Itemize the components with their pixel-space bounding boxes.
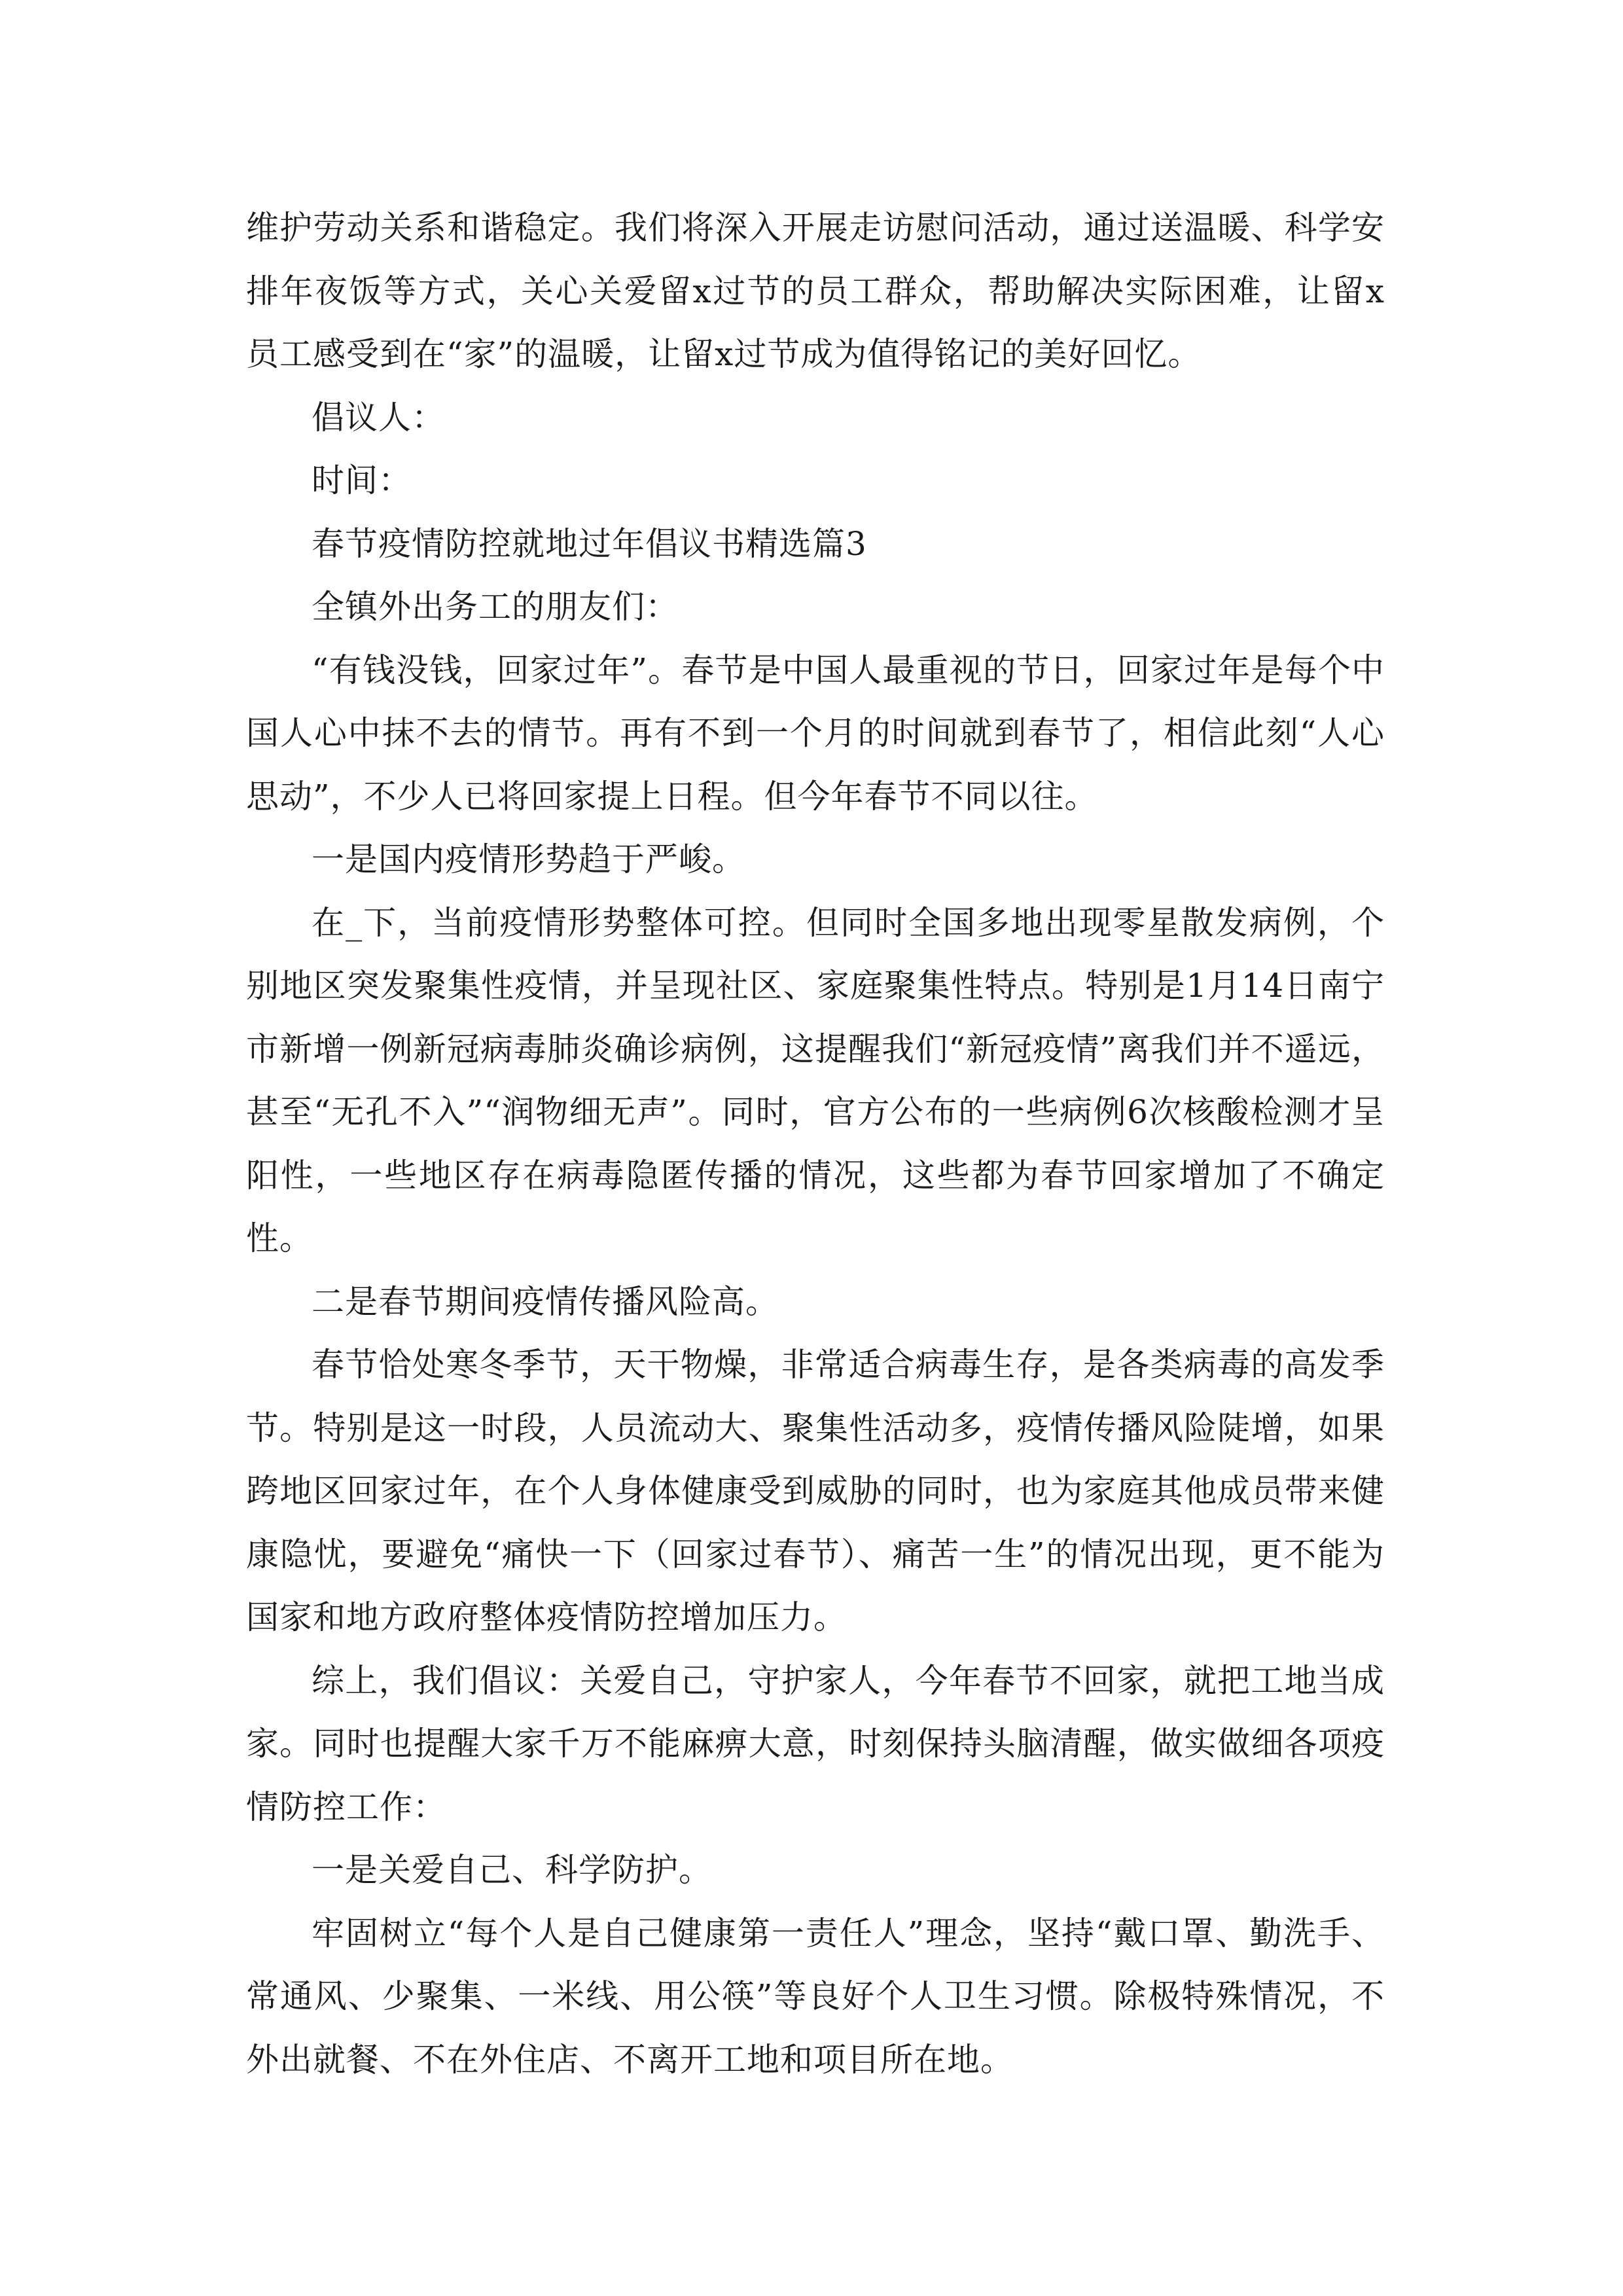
paragraph-body: 春节恰处寒冬季节，天干物燥，非常适合病毒生存，是各类病毒的高发季节。特别是这一时段，人员流动大、聚集性活动多，疫情传播风险陡增，如果跨地区回家过年，在个人身体健康受到威胁的同时，也为家庭其他成员带来健康隐忧，要避免“痛快一下（回家过春节）、痛苦一生”的情况出现，更不能为国家和地方政府整体疫情防控增加压力。 (246, 1346, 1385, 1636)
paragraph-heading-1: 一是国内疫情形势趋于严峻。 (312, 840, 745, 878)
paragraph-body: 牢固树立“每个人是自己健康第一责任人”理念，坚持“戴口罩、勤洗手、常通风、少聚集、一米线、用公筷”等良好个人卫生习惯。除极特殊情况，不外出就餐、不在外住店、不离开工地和项目所在地。 (246, 1914, 1385, 2079)
paragraph-body: 综上，我们倡议：关爱自己，守护家人，今年春节不回家，就把工地当成家。同时也提醒大家千万不能麻痹大意，时刻保持头脑清醒，做实做细各项疫情防控工作： (246, 1661, 1385, 1826)
paragraph-salutation: 全镇外出务工的朋友们： (312, 588, 679, 626)
document-body (246, 196, 1385, 2091)
paragraph-continuation: 维护劳动关系和谐稳定。我们将深入开展走访慰问活动，通过送温暖、科学安排年夜饭等方式，关心关爱留x过节的员工群众，帮助解决实际困难，让留x员工感受到在“家”的温暖，让留x过节成为值得铭记的美好回忆。 (246, 209, 1385, 373)
paragraph-heading-2: 二是春节期间疫情传播风险高。 (312, 1282, 779, 1321)
paragraph-heading-3: 一是关爱自己、科学防护。 (312, 1851, 712, 1889)
paragraph-body: “有钱没钱，回家过年”。春节是中国人最重视的节日，回家过年是每个中国人心中抹不去的情节。再有不到一个月的时间就到春节了，相信此刻“人心思动”，不少人已将回家提上日程。但今年春节不同以往。 (246, 651, 1385, 816)
paragraph-body: 在_下，当前疫情形势整体可控。但同时全国多地出现零星散发病例，个别地区突发聚集性疫情，并呈现社区、家庭聚集性特点。特别是1月14日南宁市新增一例新冠病毒肺炎确诊病例，这提醒我们“新冠疫情”离我们并不遥远，甚至“无孔不入”“润物细无声”。同时，官方公布的一些病例6次核酸检测才呈阳性，一些地区存在病毒隐匿传播的情况，这些都为春节回家增加了不确定性。 (246, 903, 1385, 1257)
section-title: 春节疫情防控就地过年倡议书精选篇3 (312, 524, 867, 563)
paragraph-time: 时间： (312, 461, 412, 499)
paragraph-proposer: 倡议人： (312, 398, 445, 437)
